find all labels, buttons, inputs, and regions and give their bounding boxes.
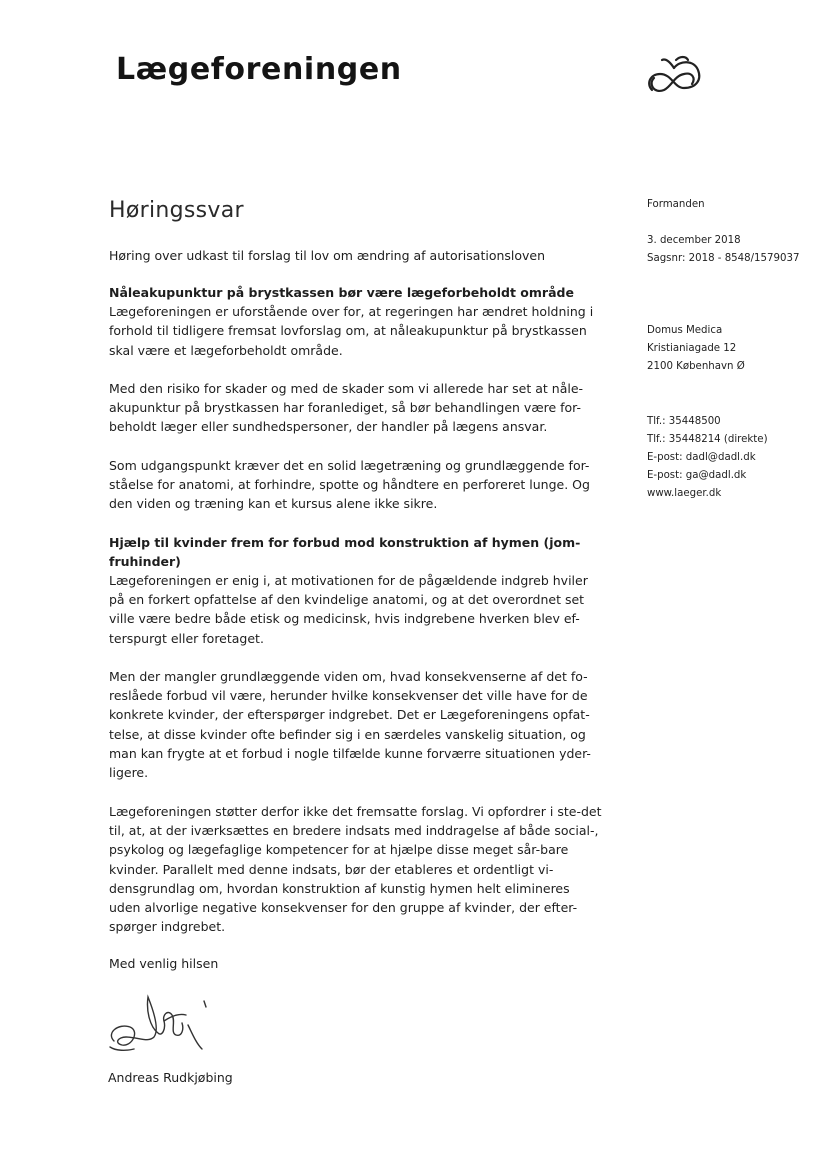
- letter-title: Høringssvar: [109, 198, 244, 223]
- sidebar-sender: [647, 196, 705, 214]
- paragraph: Lægeforeningen er enig i, at motivationen for de pågældende indgreb hviler på en forkert opfattelse af den kvindelige anatomi, og at det overordnet set ville være bedre både etisk og medicinsk, hvis indgrebene hverken blev ef-terspurgt eller foretaget.: [109, 572, 588, 646]
- letter-subject: Høring over udkast til forslag til lov om ændring af autorisationsloven: [109, 248, 546, 263]
- letter-date: 3. december 2018: [647, 235, 741, 246]
- contact-email: E-post: dadl@dadl.dk: [647, 452, 756, 463]
- sidebar-contact: [647, 413, 768, 503]
- paragraph: Som udgangspunkt kræver det en solid lægetræning og grundlæggende for-ståelse for anatomi, at forhindre, spotte og håndtere en perforeret lunge. Og den viden og træning kan et kursus alene ikke sikre.: [109, 457, 590, 512]
- sidebar-address: [647, 322, 745, 376]
- handwritten-signature: [104, 993, 222, 1069]
- closing: Med venlig hilsen: [109, 955, 219, 971]
- contact-phone: Tlf.: 35448500: [647, 416, 721, 427]
- section-heading: Nåleakupunktur på brystkassen bør være lægeforbeholdt område: [109, 285, 574, 300]
- signer-name: Andreas Rudkjøbing: [108, 1070, 233, 1085]
- section-heading: Hjælp til kvinder frem for forbud mod konstruktion af hymen (jom-fruhinder): [109, 534, 581, 569]
- paragraph: Lægeforeningen er uforstående over for, at regeringen har ændret holdning i forhold til tidligere fremsat lovforslag om, at nåleakupunktur på brystkassen skal være et lægeforbeholdt område.: [109, 304, 594, 358]
- organization-name: Lægeforeningen: [116, 52, 402, 87]
- paragraph: Men der mangler grundlæggende viden om, hvad konsekvenserne af det fo-reslåede forbud vil være, herunder hvilke konsekvenser det ville have for de konkrete kvinder, der efterspørger indgrebet. Det er Lægeforeningens opfat-telse, at disse kvinder ofte befinder sig i en særdeles vanskelig situation, og man kan frygte at et forbud i nogle tilfælde kunne forværre situationen yder-ligere.: [109, 668, 591, 781]
- serpent-staff-logo: [644, 54, 706, 96]
- sender-title: Formanden: [647, 199, 705, 210]
- contact-email: E-post: ga@dadl.dk: [647, 470, 747, 481]
- address-line: Domus Medica: [647, 325, 723, 336]
- case-number: Sagsnr: 2018 - 8548/1579037: [647, 253, 800, 264]
- contact-website: www.laeger.dk: [647, 488, 722, 499]
- address-line: 2100 København Ø: [647, 361, 745, 372]
- paragraph: Med den risiko for skader og med de skader som vi allerede har set at nåle-akupunktur på brystkassen har foranlediget, så bør behandlingen være for-beholdt læger eller sundhedspersoner, der handler på lægens ansvar.: [109, 380, 584, 435]
- paragraph: Lægeforeningen støtter derfor ikke det fremsatte forslag. Vi opfordrer i ste-det til, at, at der iværksættes en bredere indsats med inddragelse af både social-, psykolog og lægefaglige kompetencer for at hjælpe disse meget sår-bare kvinder. Parallelt med denne indsats, bør der etableres et ordentligt vi-densgrundlag om, hvordan konstruktion af kunstig hymen helt elimineres uden alvorlige negative konsekvenser for den gruppe af kvinder, der efter-spørger indgrebet.: [109, 803, 602, 935]
- sidebar-reference: [647, 232, 799, 268]
- contact-phone-direct: Tlf.: 35448214 (direkte): [647, 434, 768, 445]
- letter-body: [109, 198, 605, 971]
- address-line: Kristianiagade 12: [647, 343, 737, 354]
